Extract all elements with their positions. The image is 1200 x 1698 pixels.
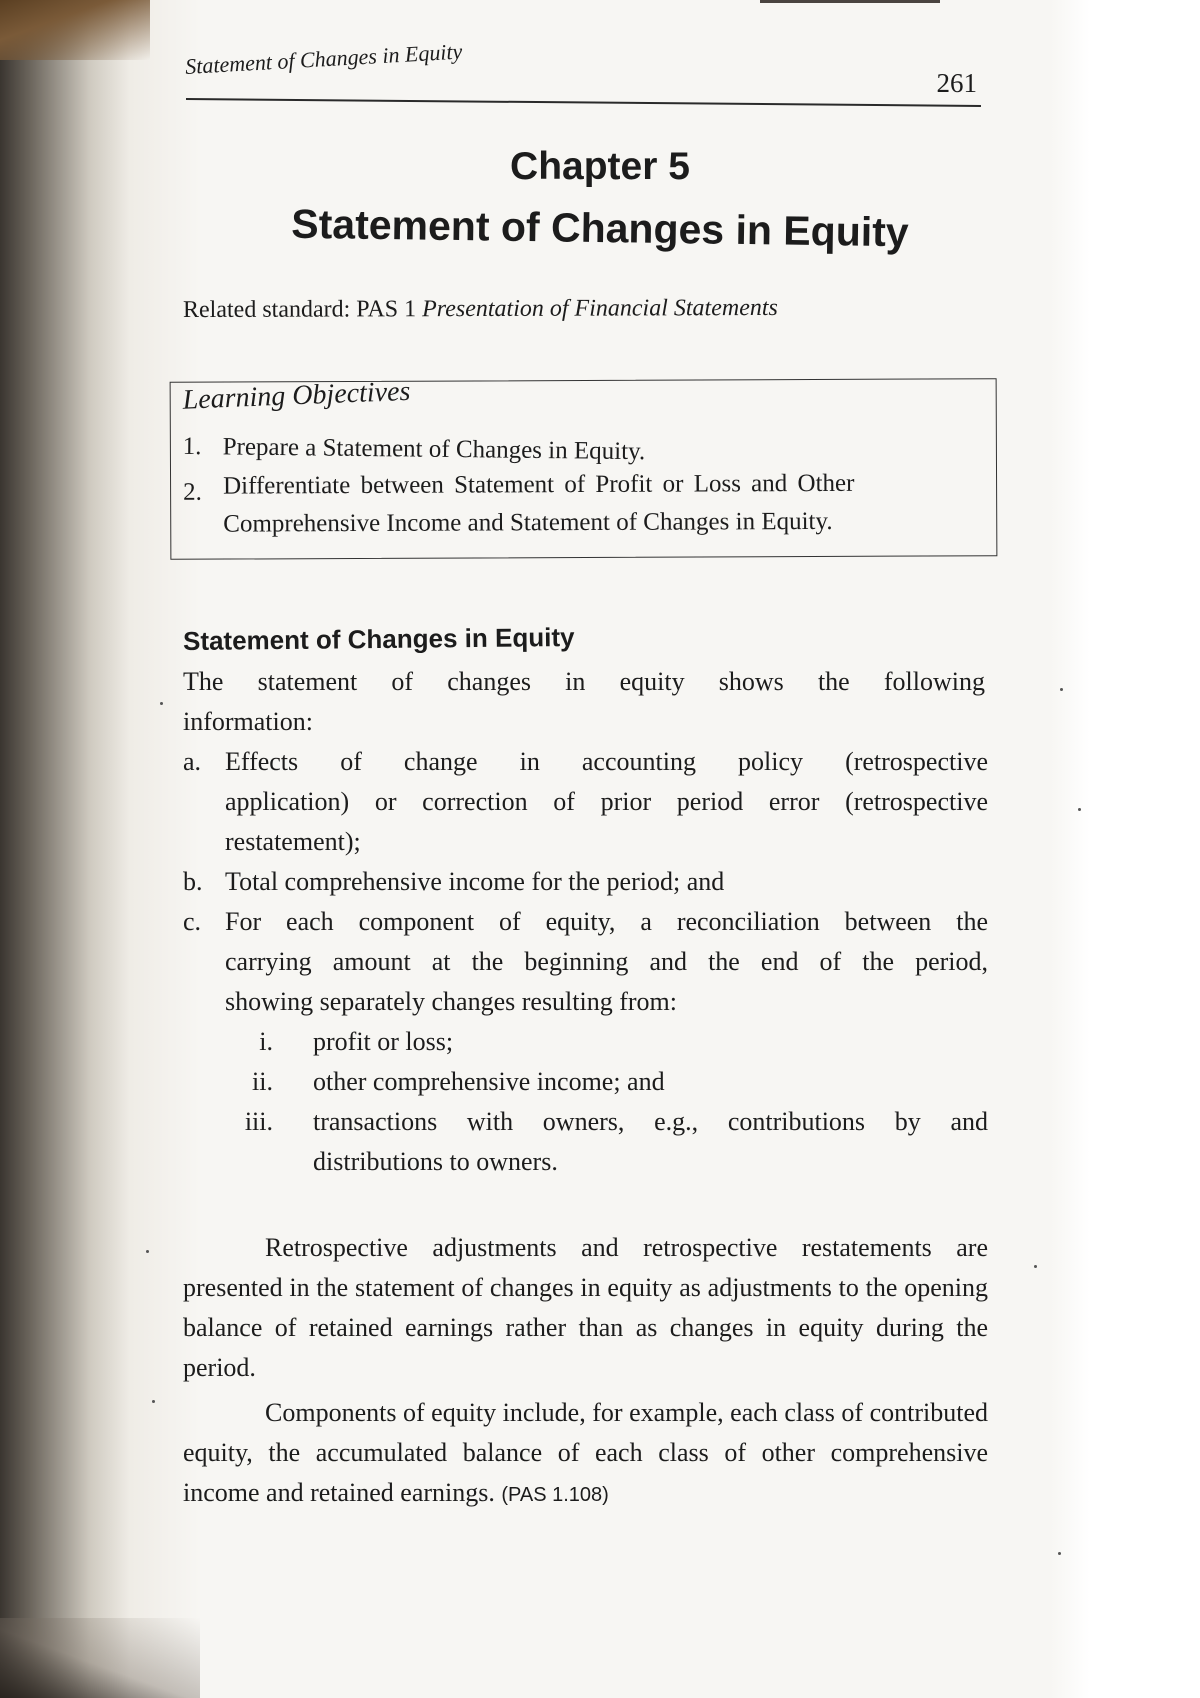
scan-speck <box>152 1400 155 1403</box>
scan-speck <box>1058 1552 1061 1555</box>
list-item-line1: Effects of change in accounting policy (retrospective <box>225 747 988 776</box>
learning-objectives-box <box>170 375 998 560</box>
objective-number: 2. <box>183 478 202 506</box>
body-paragraph: Retrospective adjustments and retrospective restatements are presented in the statement of changes in equity as adjustments to the opening balance of retained earnings rather than as changes in equity during the period. <box>183 1233 988 1382</box>
page-bottom-shadow <box>0 1618 200 1698</box>
list-item-line1: For each component of equity, a reconciliation between the <box>225 907 988 936</box>
top-edge-line <box>760 0 940 3</box>
chapter-title: Statement of Changes in Equity <box>291 200 909 256</box>
list-marker: c. <box>183 907 202 936</box>
objective-number: 1. <box>182 432 202 461</box>
list-item-line1: Total comprehensive income for the period; and <box>225 867 725 896</box>
running-head <box>184 38 981 104</box>
list-marker: a. <box>183 747 202 776</box>
scan-speck <box>1078 808 1081 811</box>
intro-line2: information: <box>183 707 313 736</box>
sub-list-text-line1: transactions with owners, e.g., contributions by and <box>313 1107 988 1136</box>
body-paragraph <box>183 1393 988 1515</box>
intro-line1: The statement of changes in equity shows the following <box>183 667 985 696</box>
intro-paragraph <box>183 662 985 742</box>
related-standard <box>183 295 778 324</box>
related-standard-name: Presentation of Financial Statements <box>422 294 778 323</box>
sub-list-marker: i. <box>259 1027 273 1056</box>
running-head-title: Statement of Changes in Equity <box>184 38 463 80</box>
sub-list-text-line2: distributions to owners. <box>313 1147 558 1176</box>
sub-list-text: other comprehensive income; and <box>313 1067 665 1096</box>
header-rule <box>186 98 981 107</box>
sub-list-marker: ii. <box>252 1067 273 1096</box>
chapter-label: Chapter 5 <box>510 145 690 188</box>
scan-speck <box>160 702 163 705</box>
page-number: 261 <box>936 68 977 98</box>
related-standard-prefix: Related standard: PAS 1 <box>182 296 423 324</box>
citation: (PAS 1.108) <box>501 1484 609 1506</box>
page-corner-shadow <box>0 0 150 60</box>
list-item-line3: restatement); <box>225 827 361 856</box>
objective-text-line2: Comprehensive Income and Statement of Changes in Equity. <box>223 507 833 538</box>
list-marker: b. <box>183 867 203 896</box>
list-item-line2: carrying amount at the beginning and the end of the period, <box>225 947 988 976</box>
list-item-line3: showing separately changes resulting from: <box>225 987 677 1016</box>
list-item-line2: application) or correction of prior period error (retrospective <box>225 787 988 816</box>
sub-list-text: profit or loss; <box>313 1027 454 1056</box>
scan-speck <box>1034 1265 1037 1268</box>
sub-list-marker: iii. <box>244 1107 273 1136</box>
scan-speck <box>1060 688 1063 691</box>
learning-objectives-heading: Learning Objectives <box>182 375 411 416</box>
section-heading: Statement of Changes in Equity <box>182 621 575 657</box>
body-paragraph-text: Components of equity include, for example, each class of contributed equity, the accumulated balance of each class of other comprehensive income and retained earnings. <box>183 1398 988 1507</box>
scan-speck <box>146 1250 149 1253</box>
objective-text-line1: Differentiate between Statement of Profit or Loss and Other <box>223 469 855 500</box>
objective-text: Prepare a Statement of Changes in Equity. <box>222 433 646 466</box>
